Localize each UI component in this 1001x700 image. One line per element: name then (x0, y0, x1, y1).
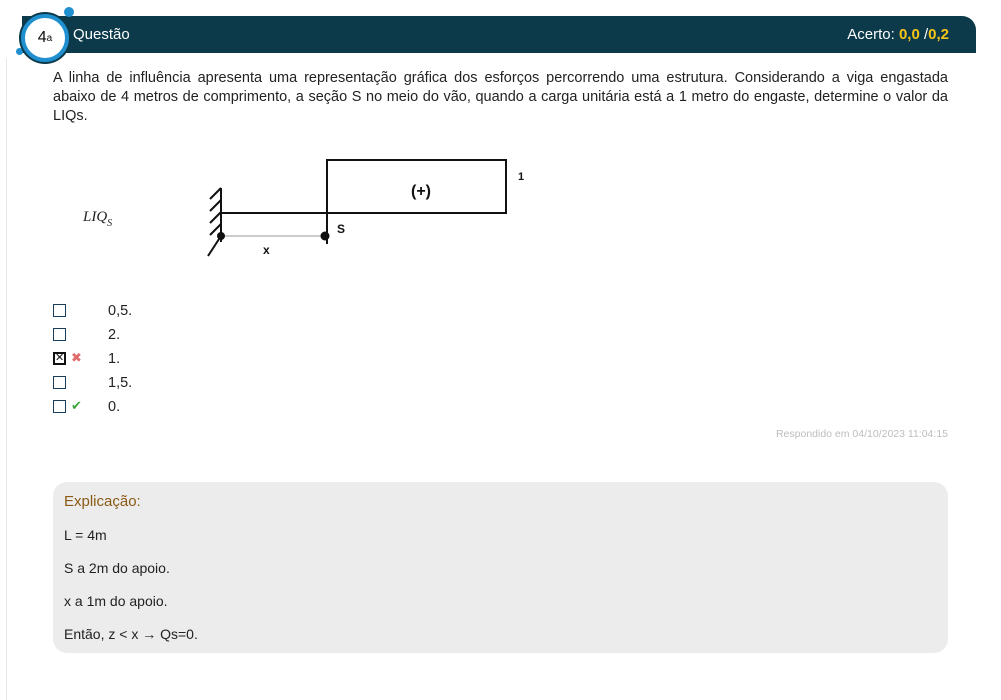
point-marker (217, 232, 225, 240)
explanation-box (53, 482, 948, 653)
explanation-line: S a 2m do apoio. (64, 560, 170, 576)
option-checkbox[interactable] (53, 304, 66, 317)
option-text: 0,5. (108, 303, 133, 319)
question-number-badge (14, 4, 74, 60)
answered-timestamp: Respondido em 04/10/2023 11:04:15 (775, 428, 948, 440)
question-number-value: 4 (37, 29, 47, 46)
question-header (22, 16, 976, 53)
section-point-marker (321, 232, 330, 241)
explanation-line: Então, z < x → Qs=0. (64, 626, 198, 642)
wrong-answer-icon: ✖ (71, 350, 82, 365)
question-title: Questão (73, 26, 130, 43)
influence-line-diagram (80, 152, 550, 267)
x-dimension-label: x (263, 243, 270, 257)
badge-decoration-dot (64, 7, 74, 17)
explanation-title: Explicação: (64, 493, 141, 510)
influence-value-label: 1 (518, 171, 525, 183)
diagram-label: $LIQ_S$ (83, 209, 113, 229)
fixed-support-icon (208, 188, 221, 256)
section-label: S (337, 222, 346, 236)
option-checkbox[interactable] (53, 400, 66, 413)
option-text: 0. (108, 399, 121, 415)
question-text: A linha de influência apresenta uma representação gráfica dos esforços percorrendo uma estrutura. Considerando a viga engastada abaixo de 4 metros de comprimento, a seção S no meio do vão, quando a carga unitária está a 1 metro do engaste, determine o valor da LIQs. (53, 70, 948, 124)
explanation-line: L = 4m (64, 527, 107, 543)
question-number-ordinal: a (46, 32, 53, 44)
score-display (847, 26, 949, 43)
option-checkbox[interactable] (53, 376, 66, 389)
score-obtained: 0,0 (898, 26, 920, 43)
positive-sign: (+) (411, 183, 431, 200)
correct-answer-icon: ✔ (71, 398, 82, 413)
score-total: 0,2 (928, 26, 949, 43)
influence-line (221, 160, 506, 244)
option-checkbox[interactable] (53, 328, 66, 341)
option-checkbox-checked[interactable] (53, 352, 66, 365)
question-number (21, 14, 69, 62)
explanation-line: x a 1m do apoio. (64, 593, 168, 609)
left-divider (6, 58, 7, 700)
badge-decoration-dot (16, 48, 23, 55)
option-text: 2. (108, 327, 121, 343)
score-separator: / (923, 26, 929, 43)
option-text: 1. (108, 351, 121, 367)
option-text: 1,5. (108, 375, 133, 391)
score-label: Acerto: (847, 26, 895, 43)
